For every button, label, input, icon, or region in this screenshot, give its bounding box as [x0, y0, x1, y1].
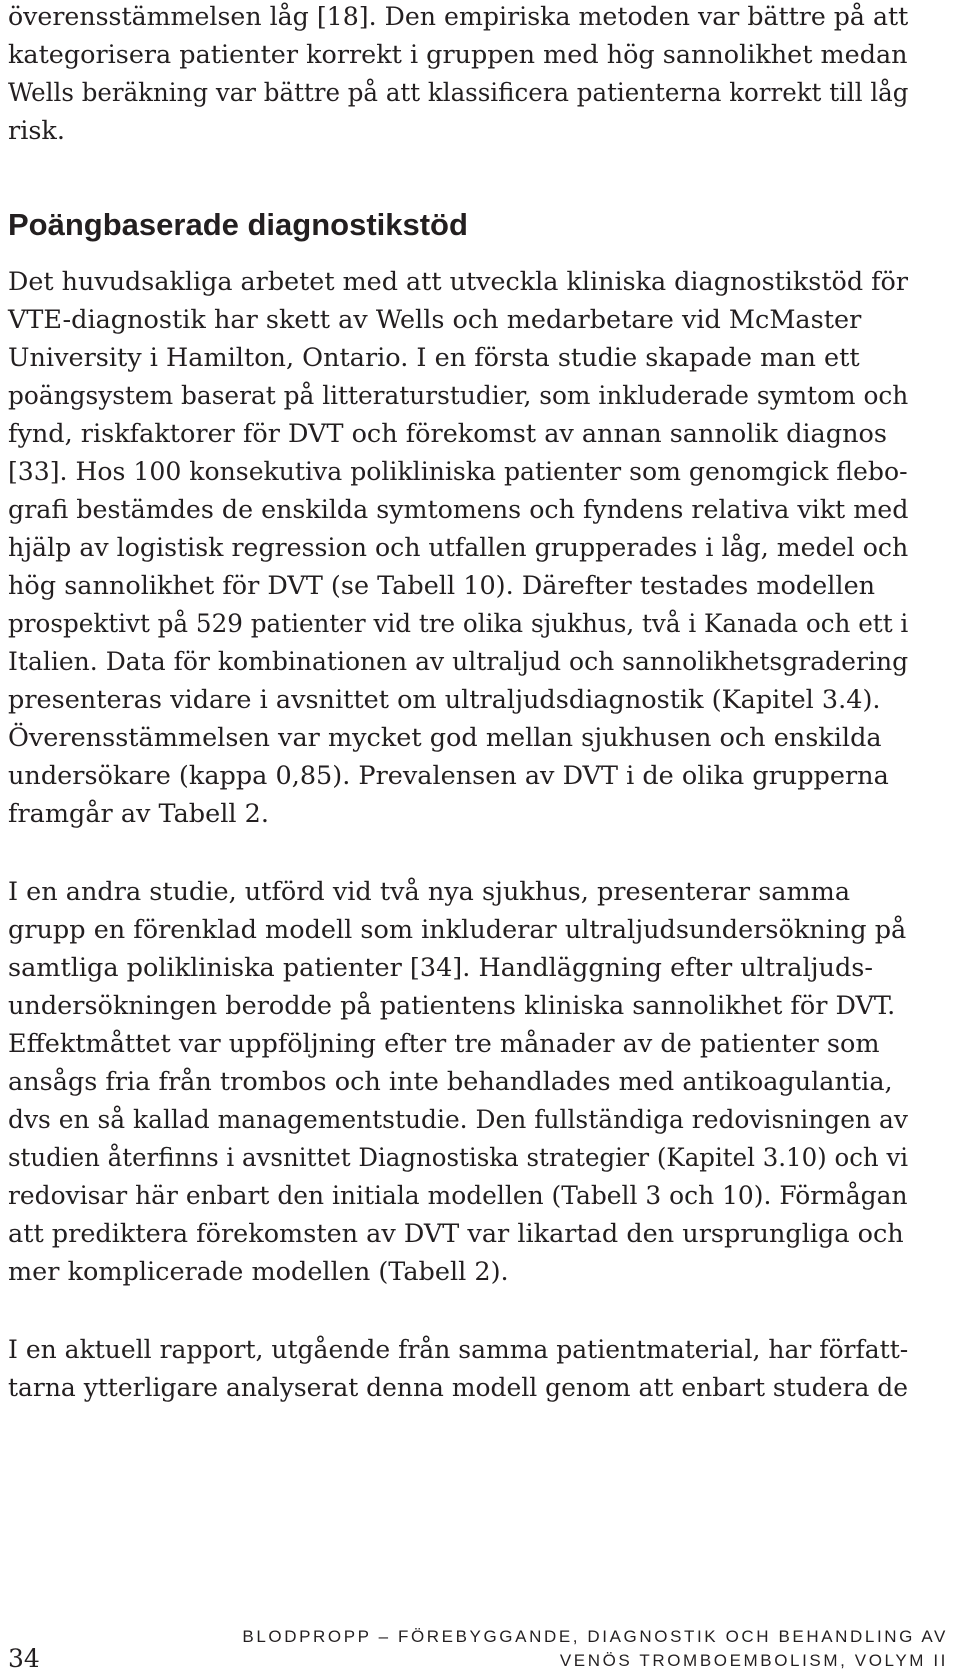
text-line: tarna ytterligare analyserat denna modell genom att enbart studera de	[8, 1373, 909, 1403]
text-line: VTE-diagnostik har skett av Wells och medarbetare vid McMaster	[8, 305, 862, 335]
text-line: Effektmåttet var uppföljning efter tre månader av de patienter som	[8, 1029, 880, 1059]
text-line: University i Hamilton, Ontario. I en första studie skapade man ett	[8, 343, 860, 373]
text-line: fynd, riskfaktorer för DVT och förekomst av annan sannolik diagnos	[8, 419, 887, 449]
running-title	[242, 1625, 948, 1673]
running-title-line-1: BLODPROPP – FÖREBYGGANDE, DIAGNOSTIK OCH BEHANDLING AV	[242, 1627, 948, 1646]
text-line: Det huvudsakliga arbetet med att utveckla kliniska diagnostikstöd för	[8, 267, 908, 297]
text-line: hög sannolikhet för DVT (se Tabell 10). Därefter testades modellen	[8, 571, 876, 601]
text-line: risk.	[8, 116, 65, 146]
text-line: överensstämmelsen låg [18]. Den empiriska metoden var bättre på att	[8, 2, 909, 32]
text-line: mer komplicerade modellen (Tabell 2).	[8, 1257, 509, 1287]
text-line: redovisar här enbart den initiala modellen (Tabell 3 och 10). Förmågan	[8, 1181, 908, 1211]
text-line: framgår av Tabell 2.	[8, 799, 269, 829]
text-line: samtliga polikliniska patienter [34]. Handläggning efter ultraljuds-	[8, 953, 873, 983]
text-line: ansågs fria från trombos och inte behandlades med antikoagulantia,	[8, 1067, 893, 1097]
running-title-line-2: VENÖS TROMBOEMBOLISM, VOLYM II	[559, 1651, 948, 1670]
text-line: [33]. Hos 100 konsekutiva polikliniska patienter som genomgick flebo-	[8, 457, 908, 487]
text-line: hjälp av logistisk regression och utfallen grupperades i låg, medel och	[8, 533, 909, 563]
text-line: I en aktuell rapport, utgående från samma patientmaterial, har författ-	[8, 1335, 909, 1365]
text-line: grafi bestämdes de enskilda symtomens och fyndens relativa vikt med	[8, 495, 909, 525]
text-line: Överensstämmelsen var mycket god mellan sjukhusen och enskilda	[8, 723, 882, 753]
section-heading: Poängbaserade diagnostikstöd	[8, 207, 468, 242]
text-line: undersökare (kappa 0,85). Prevalensen av DVT i de olika grupperna	[8, 761, 889, 791]
text-line: Italien. Data för kombinationen av ultraljud och sannolikhetsgradering	[8, 647, 909, 677]
page-number: 34	[8, 1644, 40, 1673]
text-line: Wells beräkning var bättre på att klassificera patienterna korrekt till låg	[8, 78, 909, 108]
text-line: I en andra studie, utförd vid två nya sjukhus, presenterar samma	[8, 877, 851, 907]
text-line: undersökningen berodde på patientens kliniska sannolikhet för DVT.	[8, 991, 896, 1021]
text-line: poängsystem baserat på litteraturstudier, som inkluderade symtom och	[8, 381, 909, 411]
text-line: kategorisera patienter korrekt i gruppen med hög sannolikhet medan	[8, 40, 908, 70]
text-line: studien återfinns i avsnittet Diagnostiska strategier (Kapitel 3.10) och vi	[8, 1143, 909, 1173]
text-line: att prediktera förekomsten av DVT var likartad den ursprungliga och	[8, 1219, 904, 1249]
text-line: grupp en förenklad modell som inkluderar ultraljudsundersökning på	[8, 915, 907, 945]
text-line: presenteras vidare i avsnittet om ultraljudsdiagnostik (Kapitel 3.4).	[8, 685, 881, 715]
text-line: dvs en så kallad managementstudie. Den fullständiga redovisningen av	[8, 1105, 908, 1135]
text-line: prospektivt på 529 patienter vid tre olika sjukhus, två i Kanada och ett i	[8, 609, 909, 639]
